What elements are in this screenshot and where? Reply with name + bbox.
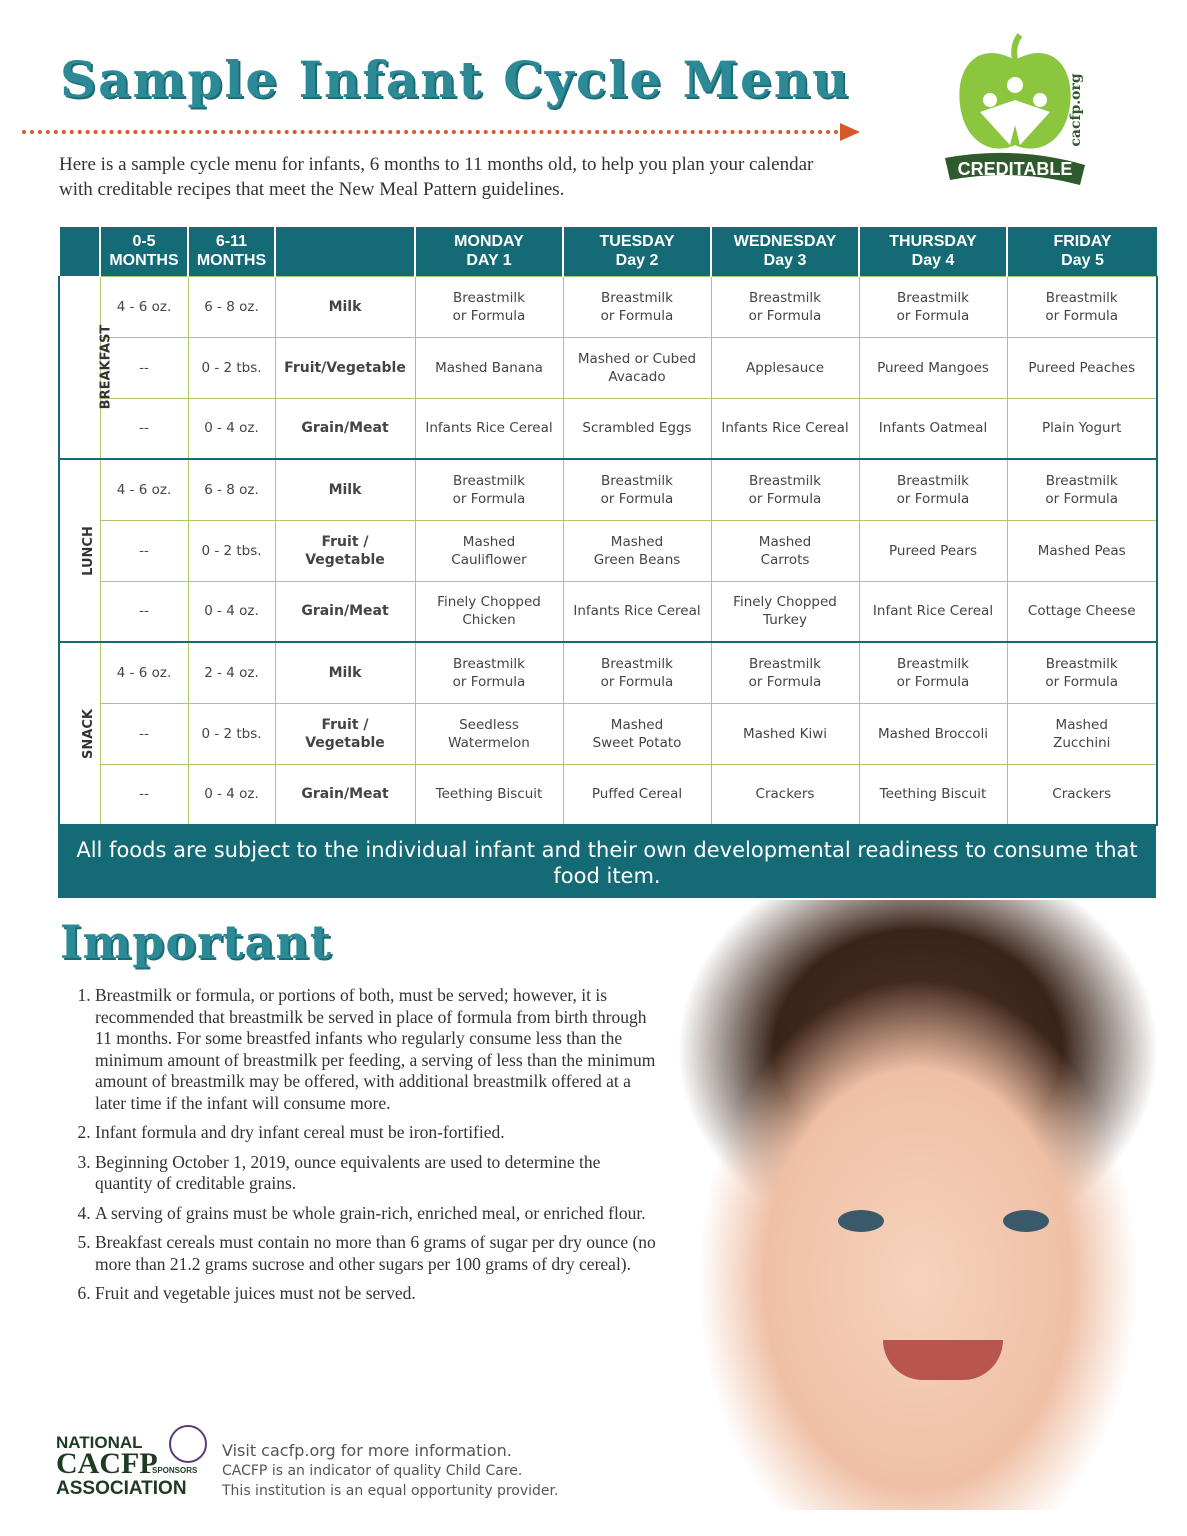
- baby-photo: [668, 900, 1168, 1510]
- food-component: Milk: [275, 459, 415, 520]
- menu-cell: Breastmilk or Formula: [563, 459, 711, 520]
- food-component: Grain/Meat: [275, 764, 415, 825]
- menu-cell: Mashed Sweet Potato: [563, 703, 711, 764]
- ncsa-logo: [56, 1425, 216, 1500]
- header-line: WEDNESDAY: [733, 233, 837, 251]
- day-header: [563, 227, 711, 276]
- menu-cell: Mashed Banana: [415, 337, 563, 398]
- header-line: DAY 1: [466, 252, 512, 270]
- menu-cell: Breastmilk or Formula: [563, 276, 711, 337]
- table-row: [59, 764, 1157, 825]
- people-icon: [169, 1425, 207, 1463]
- food-component: Milk: [275, 642, 415, 703]
- menu-cell: Breastmilk or Formula: [415, 276, 563, 337]
- menu-cell: Breastmilk or Formula: [415, 642, 563, 703]
- menu-cell: Mashed or Cubed Avacado: [563, 337, 711, 398]
- baby-eye: [838, 1210, 884, 1232]
- header-line: Day 3: [763, 252, 807, 270]
- important-list: [78, 985, 658, 1313]
- header-line: Day 4: [911, 252, 955, 270]
- important-item: 4. A serving of grains must be whole grain-rich, enriched meal, or enriched flour.: [95, 1203, 658, 1225]
- portion-0-5-months: --: [100, 581, 188, 642]
- header-line: 6-11: [215, 233, 248, 251]
- meal-name: SNACK: [80, 708, 96, 759]
- menu-cell: Applesauce: [711, 337, 859, 398]
- food-component: Grain/Meat: [275, 398, 415, 459]
- menu-cell: Infants Rice Cereal: [711, 398, 859, 459]
- page-title: Sample Infant Cycle Menu: [60, 50, 851, 109]
- header-line: MONTHS: [196, 252, 267, 270]
- table-row: [59, 703, 1157, 764]
- menu-cell: Scrambled Eggs: [563, 398, 711, 459]
- menu-cell: Mashed Peas: [1007, 520, 1157, 581]
- food-component: Grain/Meat: [275, 581, 415, 642]
- creditable-apple-logo: [940, 30, 1090, 190]
- menu-cell: Mashed Green Beans: [563, 520, 711, 581]
- table-row: [59, 581, 1157, 642]
- menu-cell: Teething Biscuit: [859, 764, 1007, 825]
- food-component: Fruit / Vegetable: [275, 703, 415, 764]
- meal-label: [59, 276, 114, 459]
- meal-name: LUNCH: [80, 525, 96, 576]
- food-component: Milk: [275, 276, 415, 337]
- logo-text: SPONSORS: [152, 1466, 198, 1475]
- portion-0-5-months: --: [100, 520, 188, 581]
- portion-0-5-months: --: [100, 703, 188, 764]
- menu-cell: Breastmilk or Formula: [711, 459, 859, 520]
- table-row: [59, 337, 1157, 398]
- day-header: [859, 227, 1007, 276]
- portion-0-5-months: --: [100, 764, 188, 825]
- table-row: [59, 459, 1157, 520]
- menu-cell: Breastmilk or Formula: [563, 642, 711, 703]
- menu-cell: Infants Rice Cereal: [563, 581, 711, 642]
- menu-cell: Breastmilk or Formula: [415, 459, 563, 520]
- menu-cell: Mashed Cauliflower: [415, 520, 563, 581]
- header-blank: [59, 227, 100, 276]
- important-item: 1. Breastmilk or formula, or portions of both, must be served; however, it is recommended that breastmilk be served in place of formula from birth through 11 months. For some breastfed infants who regularly consume less than the minimum amount of breastmilk per feeding, a serving of less than the minimum amount of breastmilk may be offered, with additional breastmilk offered at a later time if the infant will consume more.: [95, 985, 658, 1114]
- menu-cell: Infant Rice Cereal: [859, 581, 1007, 642]
- table-row: [59, 276, 1157, 337]
- intro-text: Here is a sample cycle menu for infants, 6 months to 11 months old, to help you plan your calendar with creditable recipes that meet the New Meal Pattern guidelines.: [59, 154, 814, 200]
- portion-6-11-months: 6 - 8 oz.: [188, 276, 275, 337]
- menu-cell: Cottage Cheese: [1007, 581, 1157, 642]
- menu-cell: Breastmilk or Formula: [1007, 276, 1157, 337]
- menu-cell: Puffed Cereal: [563, 764, 711, 825]
- menu-cell: Crackers: [711, 764, 859, 825]
- important-item: 2. Infant formula and dry infant cereal must be iron-fortified.: [95, 1122, 658, 1144]
- portion-0-5-months: --: [100, 337, 188, 398]
- menu-cell: Breastmilk or Formula: [1007, 459, 1157, 520]
- menu-cell: Infants Oatmeal: [859, 398, 1007, 459]
- food-component: Fruit / Vegetable: [275, 520, 415, 581]
- baby-mouth: [883, 1340, 1003, 1380]
- dotted-divider: [22, 130, 847, 134]
- header-line: MONTHS: [109, 252, 179, 270]
- menu-cell: Pureed Peaches: [1007, 337, 1157, 398]
- menu-cell: Breastmilk or Formula: [711, 642, 859, 703]
- table-row: [59, 642, 1157, 703]
- header-line: MONDAY: [454, 233, 524, 251]
- portion-6-11-months: 0 - 4 oz.: [188, 398, 275, 459]
- menu-cell: Breastmilk or Formula: [711, 276, 859, 337]
- important-item: 6. Fruit and vegetable juices must not be served.: [95, 1283, 658, 1305]
- menu-cell: Teething Biscuit: [415, 764, 563, 825]
- badge-text: CREDITABLE: [957, 159, 1073, 179]
- header-line: FRIDAY: [1053, 233, 1112, 251]
- menu-table: [58, 227, 1158, 826]
- header-line: THURSDAY: [889, 233, 977, 251]
- portion-6-11-months: 0 - 2 tbs.: [188, 520, 275, 581]
- day-header: [415, 227, 563, 276]
- menu-cell: Mashed Zucchini: [1007, 703, 1157, 764]
- menu-cell: Mashed Kiwi: [711, 703, 859, 764]
- portion-0-5-months: 4 - 6 oz.: [100, 459, 188, 520]
- footer-text: [222, 1440, 558, 1501]
- header-blank: [275, 227, 415, 276]
- header-line: 0-5: [132, 233, 156, 251]
- footer-equal-opportunity: This institution is an equal opportunity provider.: [222, 1483, 559, 1499]
- important-item: 3. Beginning October 1, 2019, ounce equivalents are used to determine the quantity of creditable grains.: [95, 1152, 658, 1195]
- menu-cell: Seedless Watermelon: [415, 703, 563, 764]
- footer-quality: CACFP is an indicator of quality Child Care.: [222, 1463, 523, 1479]
- portion-0-5-months: 4 - 6 oz.: [100, 276, 188, 337]
- menu-cell: Pureed Mangoes: [859, 337, 1007, 398]
- menu-cell: Finely Chopped Turkey: [711, 581, 859, 642]
- important-heading: Important: [60, 915, 333, 969]
- logo-text: CACFP: [56, 1447, 158, 1480]
- footer-visit: Visit cacfp.org for more information.: [222, 1441, 512, 1460]
- menu-cell: Plain Yogurt: [1007, 398, 1157, 459]
- badge-url: cacfp.org: [1068, 73, 1084, 147]
- menu-cell: Pureed Pears: [859, 520, 1007, 581]
- table-row: [59, 398, 1157, 459]
- portion-0-5-months: 4 - 6 oz.: [100, 642, 188, 703]
- portion-0-5-months: --: [100, 398, 188, 459]
- readiness-banner: All foods are subject to the individual infant and their own developmental readiness to consume that food item.: [58, 826, 1156, 898]
- important-item: 5. Breakfast cereals must contain no more than 6 grams of sugar per dry ounce (no more than 21.2 grams sucrose and other sugars per 100 grams of dry cereal).: [95, 1232, 658, 1275]
- menu-cell: Mashed Carrots: [711, 520, 859, 581]
- portion-6-11-months: 6 - 8 oz.: [188, 459, 275, 520]
- meal-name: BREAKFAST: [98, 324, 114, 410]
- menu-cell: Infants Rice Cereal: [415, 398, 563, 459]
- day-header: [1007, 227, 1157, 276]
- portion-6-11-months: 0 - 2 tbs.: [188, 703, 275, 764]
- food-component: Fruit/Vegetable: [275, 337, 415, 398]
- menu-cell: Finely Chopped Chicken: [415, 581, 563, 642]
- header-line: Day 5: [1061, 252, 1104, 270]
- menu-cell: Breastmilk or Formula: [859, 276, 1007, 337]
- logo-text: ASSOCIATION: [56, 1478, 187, 1499]
- meal-label: [59, 459, 100, 642]
- menu-cell: Mashed Broccoli: [859, 703, 1007, 764]
- age-header: [100, 227, 188, 276]
- portion-6-11-months: 0 - 4 oz.: [188, 764, 275, 825]
- logo-text: NATIONAL: [56, 1433, 143, 1452]
- menu-cell: Breastmilk or Formula: [1007, 642, 1157, 703]
- portion-6-11-months: 2 - 4 oz.: [188, 642, 275, 703]
- menu-cell: Breastmilk or Formula: [859, 459, 1007, 520]
- age-header: [188, 227, 275, 276]
- menu-cell: Crackers: [1007, 764, 1157, 825]
- header-line: TUESDAY: [599, 233, 675, 251]
- meal-label: [59, 642, 100, 825]
- portion-6-11-months: 0 - 2 tbs.: [188, 337, 275, 398]
- baby-eye: [1003, 1210, 1049, 1232]
- day-header: [711, 227, 859, 276]
- menu-cell: Breastmilk or Formula: [859, 642, 1007, 703]
- arrow-icon: [840, 123, 860, 141]
- portion-6-11-months: 0 - 4 oz.: [188, 581, 275, 642]
- header-line: Day 2: [615, 252, 659, 270]
- table-row: [59, 520, 1157, 581]
